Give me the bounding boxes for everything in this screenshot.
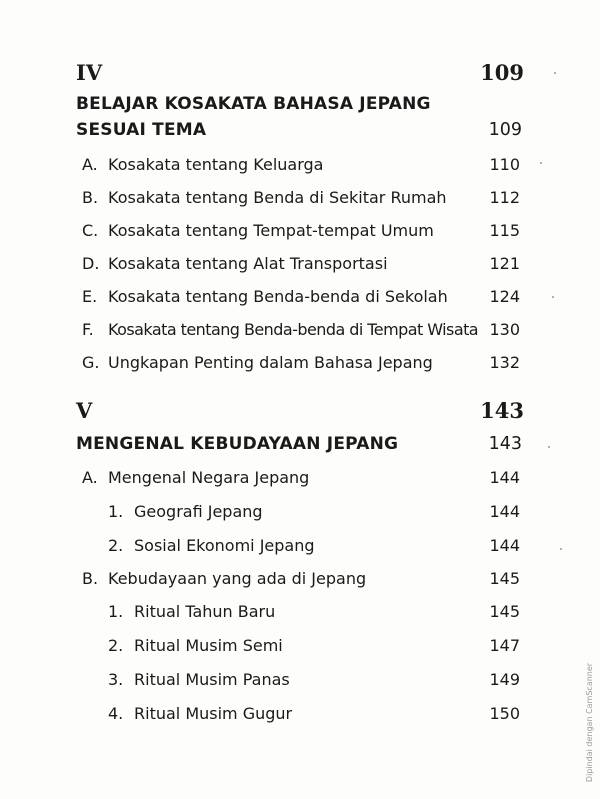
chapter-page-number: 109 [480, 60, 524, 85]
entry-letter: D. [82, 254, 100, 273]
subentry-label: Ritual Musim Panas [134, 670, 290, 689]
entry-page-number: 132 [489, 353, 520, 372]
entry-label: Kosakata tentang Tempat-tempat Umum [108, 221, 434, 240]
toc-entry [0, 188, 600, 218]
toc-entry [0, 468, 600, 498]
entry-page-number: 144 [489, 468, 520, 487]
toc-subentry [0, 536, 600, 566]
chapter-numeral: IV [76, 60, 103, 85]
subentry-number: 2. [108, 636, 124, 655]
entry-letter: E. [82, 287, 98, 306]
toc-entry [0, 320, 600, 350]
subentry-number: 3. [108, 670, 124, 689]
chapter-title: MENGENAL KEBUDAYAAN JEPANG [76, 434, 399, 454]
entry-page-number: 115 [489, 221, 520, 240]
toc-entry [0, 155, 600, 185]
subentry-page-number: 144 [489, 502, 520, 521]
entry-page-number: 130 [489, 320, 520, 339]
entry-letter: F. [82, 320, 94, 339]
subentry-number: 4. [108, 704, 124, 723]
toc-subentry [0, 636, 600, 666]
scan-speck [552, 296, 554, 298]
entry-page-number: 145 [489, 569, 520, 588]
subentry-page-number: 150 [489, 704, 520, 723]
subentry-label: Geografi Jepang [134, 502, 263, 521]
entry-letter: B. [82, 188, 99, 207]
entry-page-number: 110 [489, 155, 520, 174]
entry-page-number: 124 [489, 287, 520, 306]
entry-page-number: 121 [489, 254, 520, 273]
toc-entry [0, 287, 600, 317]
chapter-title-line [0, 434, 600, 464]
chapter-title-continued: SESUAI TEMA [76, 120, 207, 140]
subentry-number: 1. [108, 502, 124, 521]
chapter-title-page-number: 143 [488, 434, 522, 454]
scan-speck [548, 446, 550, 448]
toc-subentry [0, 502, 600, 532]
scanner-watermark [583, 660, 597, 785]
chapter-heading-row [0, 398, 600, 428]
entry-page-number: 112 [489, 188, 520, 207]
subentry-label: Sosial Ekonomi Jepang [134, 536, 315, 555]
entry-label: Kosakata tentang Keluarga [108, 155, 324, 174]
chapter-heading-row [0, 60, 600, 90]
chapter-title-line [0, 120, 600, 150]
subentry-label: Ritual Tahun Baru [134, 602, 276, 621]
subentry-page-number: 144 [489, 536, 520, 555]
subentry-label: Ritual Musim Semi [134, 636, 283, 655]
entry-label: Mengenal Negara Jepang [108, 468, 310, 487]
chapter-title-page-number: 109 [488, 120, 522, 140]
subentry-page-number: 149 [489, 670, 520, 689]
toc-entry [0, 353, 600, 383]
entry-label: Kosakata tentang Benda-benda di Tempat Wisata [108, 320, 479, 339]
chapter-numeral: V [76, 398, 93, 423]
entry-label: Kosakata tentang Alat Transportasi [108, 254, 388, 273]
subentry-label: Ritual Musim Gugur [134, 704, 293, 723]
scan-speck [540, 162, 542, 164]
toc-subentry [0, 602, 600, 632]
watermark-text: Dipindai dengan CamScanner [585, 662, 595, 783]
entry-letter: B. [82, 569, 99, 588]
entry-label: Kosakata tentang Benda-benda di Sekolah [108, 287, 448, 306]
subentry-number: 1. [108, 602, 124, 621]
entry-letter: G. [82, 353, 100, 372]
toc-subentry [0, 670, 600, 700]
entry-letter: C. [82, 221, 99, 240]
chapter-title: BELAJAR KOSAKATA BAHASA JEPANG [76, 94, 431, 114]
subentry-number: 2. [108, 536, 124, 555]
entry-label: Kosakata tentang Benda di Sekitar Rumah [108, 188, 447, 207]
toc-subentry [0, 704, 600, 734]
toc-entry [0, 221, 600, 251]
entry-label: Ungkapan Penting dalam Bahasa Jepang [108, 353, 433, 372]
scan-speck [560, 548, 562, 550]
entry-letter: A. [82, 155, 98, 174]
toc-entry [0, 569, 600, 599]
subentry-page-number: 145 [489, 602, 520, 621]
entry-letter: A. [82, 468, 98, 487]
entry-label: Kebudayaan yang ada di Jepang [108, 569, 367, 588]
subentry-page-number: 147 [489, 636, 520, 655]
chapter-page-number: 143 [480, 398, 524, 423]
toc-entry [0, 254, 600, 284]
scan-speck [554, 72, 556, 74]
